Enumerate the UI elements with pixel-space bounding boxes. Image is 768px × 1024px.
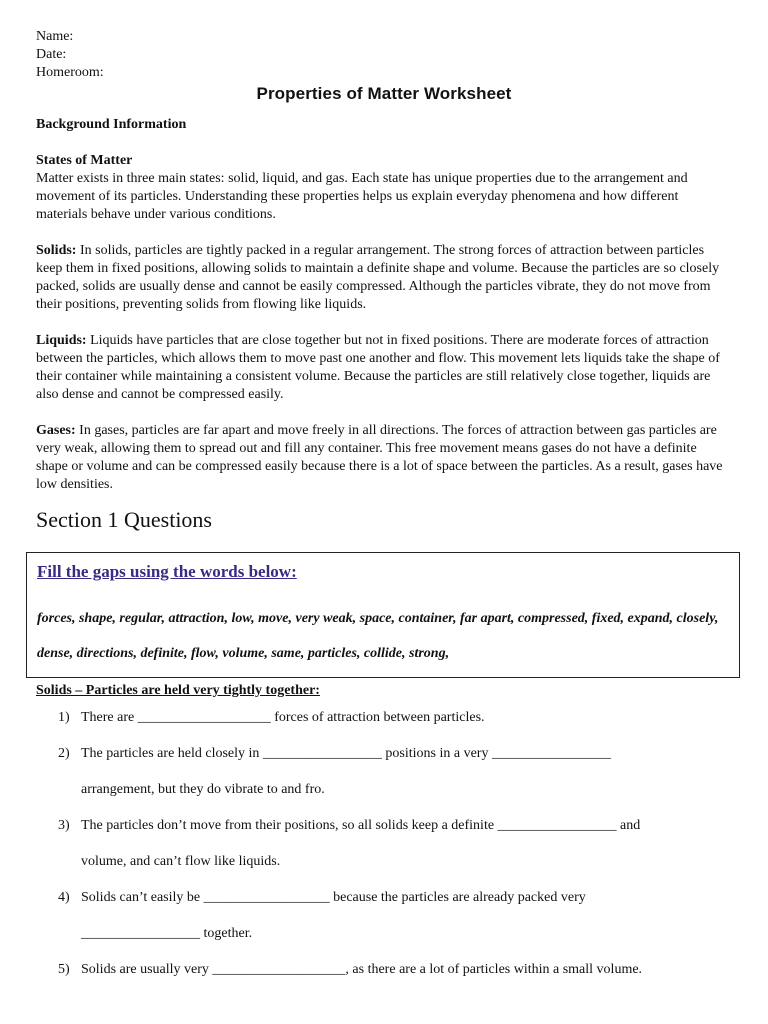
header-block (36, 28, 732, 82)
question-text-continued: arrangement, but they do vibrate to and fro. (81, 782, 325, 797)
word-bank-title: Fill the gaps using the words below: (37, 562, 297, 581)
gases-paragraph (36, 422, 732, 494)
name-label: Name: (36, 29, 74, 44)
question-5 (36, 952, 732, 988)
question-4 (36, 880, 732, 952)
question-number: 4) (58, 890, 70, 905)
question-text: Solids can’t easily be __________________ because the particles are already packed very (81, 890, 586, 905)
solids-subheading: Solids – Particles are held very tightly together: (36, 683, 320, 698)
gases-label: Gases: (36, 423, 76, 438)
word-bank-box (26, 552, 740, 678)
question-text: There are ___________________ forces of attraction between particles. (81, 710, 485, 725)
homeroom-label: Homeroom: (36, 65, 104, 80)
liquids-paragraph (36, 332, 732, 404)
solids-paragraph (36, 242, 732, 314)
question-text: The particles don’t move from their positions, so all solids keep a definite _________________ and (81, 818, 641, 833)
question-text-continued: _________________ together. (81, 926, 253, 941)
background-heading: Background Information (36, 117, 187, 132)
word-bank-list: forces, shape, regular, attraction, low, move, very weak, space, container, far apart, compressed, fixed, expand, closely, dense, directions, definite, flow, volume, same, particles, collide, strong, (37, 611, 719, 661)
solids-label: Solids: (36, 243, 77, 258)
question-text-continued: volume, and can’t flow like liquids. (81, 854, 281, 869)
states-paragraph: Matter exists in three main states: solid, liquid, and gas. Each state has unique properties due to the arrangement and movement of its particles. Understanding these properties helps us explain everyday phenomena and how different materials behave under various conditions. (36, 171, 688, 222)
question-number: 5) (58, 962, 70, 977)
section-1-title: Section 1 Questions (36, 507, 212, 532)
question-number: 2) (58, 746, 70, 761)
question-text: Solids are usually very ___________________, as there are a lot of particles within a small volume. (81, 962, 643, 977)
liquids-label: Liquids: (36, 333, 87, 348)
question-1 (36, 700, 732, 736)
worksheet-title: Properties of Matter Worksheet (256, 84, 512, 103)
question-3 (36, 808, 732, 880)
solids-text: In solids, particles are tightly packed in a regular arrangement. The strong forces of attraction between particles keep them in fixed positions, allowing solids to maintain a definite shape and volume. Because the particles are so closely packed, solids are usually dense and cannot be easily compressed. Although the particles vibrate, they do not move from their positions, preventing solids from flowing like liquids. (36, 243, 720, 312)
states-heading: States of Matter (36, 153, 133, 168)
question-number: 3) (58, 818, 70, 833)
liquids-text: Liquids have particles that are close together but not in fixed positions. There are moderate forces of attraction between the particles, which allows them to move past one another and flow. This movement lets liquids take the shape of their container while maintaining a consistent volume. Because the particles are still relatively close together, liquids are also dense and cannot be compressed easily. (36, 333, 720, 402)
gases-text: In gases, particles are far apart and move freely in all directions. The forces of attraction between gas particles are very weak, allowing them to spread out and fill any container. This free movement means gases do not have a definite shape or volume and can be compressed easily because there is a lot of space between the particles. As a result, gases have low densities. (36, 423, 723, 492)
question-list (36, 700, 732, 988)
question-number: 1) (58, 710, 70, 725)
question-text: The particles are held closely in _________________ positions in a very _________________ (81, 746, 611, 761)
date-label: Date: (36, 47, 67, 62)
question-2 (36, 736, 732, 808)
